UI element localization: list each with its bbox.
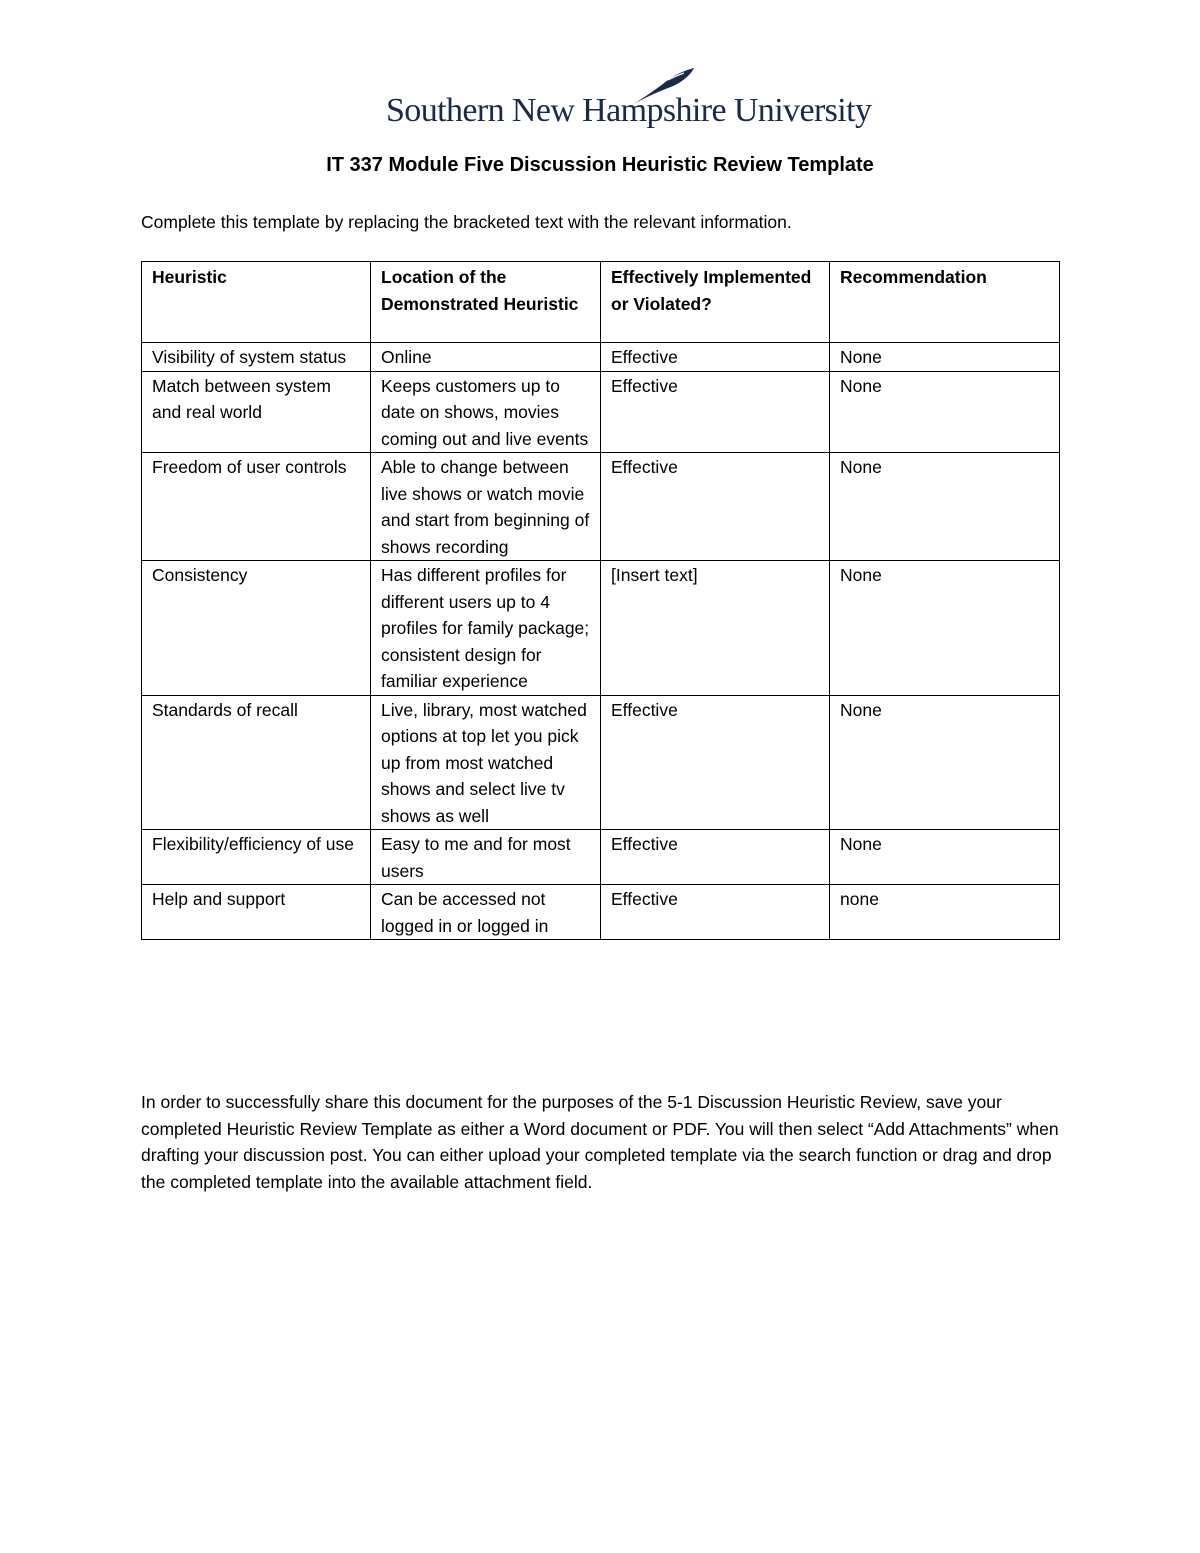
table-cell: [Insert text] (601, 561, 830, 696)
page-title: IT 337 Module Five Discussion Heuristic Review Template (326, 154, 874, 176)
column-header-effectiveness: Effectively Implemented or Violated? (601, 262, 830, 343)
heuristic-review-table (141, 261, 1060, 940)
table-cell: Freedom of user controls (142, 453, 371, 561)
table-cell: None (830, 830, 1060, 885)
table-cell: Keeps customers up to date on shows, movies coming out and live events (371, 371, 601, 453)
table-cell: Effective (601, 830, 830, 885)
table-cell: Effective (601, 885, 830, 940)
table-cell: none (830, 885, 1060, 940)
table-cell: Match between system and real world (142, 371, 371, 453)
table-row (142, 371, 1060, 453)
table-cell: Has different profiles for different users up to 4 profiles for family package; consistent design for familiar experience (371, 561, 601, 696)
table-cell: Consistency (142, 561, 371, 696)
table-cell: Flexibility/efficiency of use (142, 830, 371, 885)
table-cell: None (830, 453, 1060, 561)
instructions-paragraph: In order to successfully share this document for the purposes of the 5-1 Discussion Heuristic Review, save your completed Heuristic Review Template as either a Word document or PDF. You will then select “Add Attachments” when drafting your discussion post. You can either upload your completed template via the search function or drag and drop the completed template into the available attachment field. (141, 1092, 1059, 1192)
table-cell: None (830, 343, 1060, 372)
table-cell: Effective (601, 343, 830, 372)
table-cell: None (830, 695, 1060, 830)
column-header-heuristic: Heuristic (142, 262, 371, 343)
table-row (142, 561, 1060, 696)
table-row (142, 885, 1060, 940)
table-row (142, 343, 1060, 372)
table-row (142, 830, 1060, 885)
table-cell: Able to change between live shows or watch movie and start from beginning of shows recording (371, 453, 601, 561)
logo-wordmark: Southern New Hampshire University (386, 92, 872, 129)
table-cell: Online (371, 343, 601, 372)
column-header-recommendation: Recommendation (830, 262, 1060, 343)
table-cell: Standards of recall (142, 695, 371, 830)
table-cell: Effective (601, 453, 830, 561)
table-cell: Visibility of system status (142, 343, 371, 372)
table-header-row (142, 262, 1060, 343)
table-cell: Can be accessed not logged in or logged in (371, 885, 601, 940)
table-cell: Easy to me and for most users (371, 830, 601, 885)
column-header-location: Location of the Demonstrated Heuristic (371, 262, 601, 343)
table-cell: Live, library, most watched options at top let you pick up from most watched shows and select live tv shows as well (371, 695, 601, 830)
table-cell: Effective (601, 371, 830, 453)
table-row (142, 453, 1060, 561)
table-cell: Effective (601, 695, 830, 830)
table-cell: Help and support (142, 885, 371, 940)
intro-text: Complete this template by replacing the bracketed text with the relevant information. (141, 212, 792, 232)
table-row (142, 695, 1060, 830)
table-cell: None (830, 371, 1060, 453)
table-cell: None (830, 561, 1060, 696)
university-logo (386, 66, 872, 138)
